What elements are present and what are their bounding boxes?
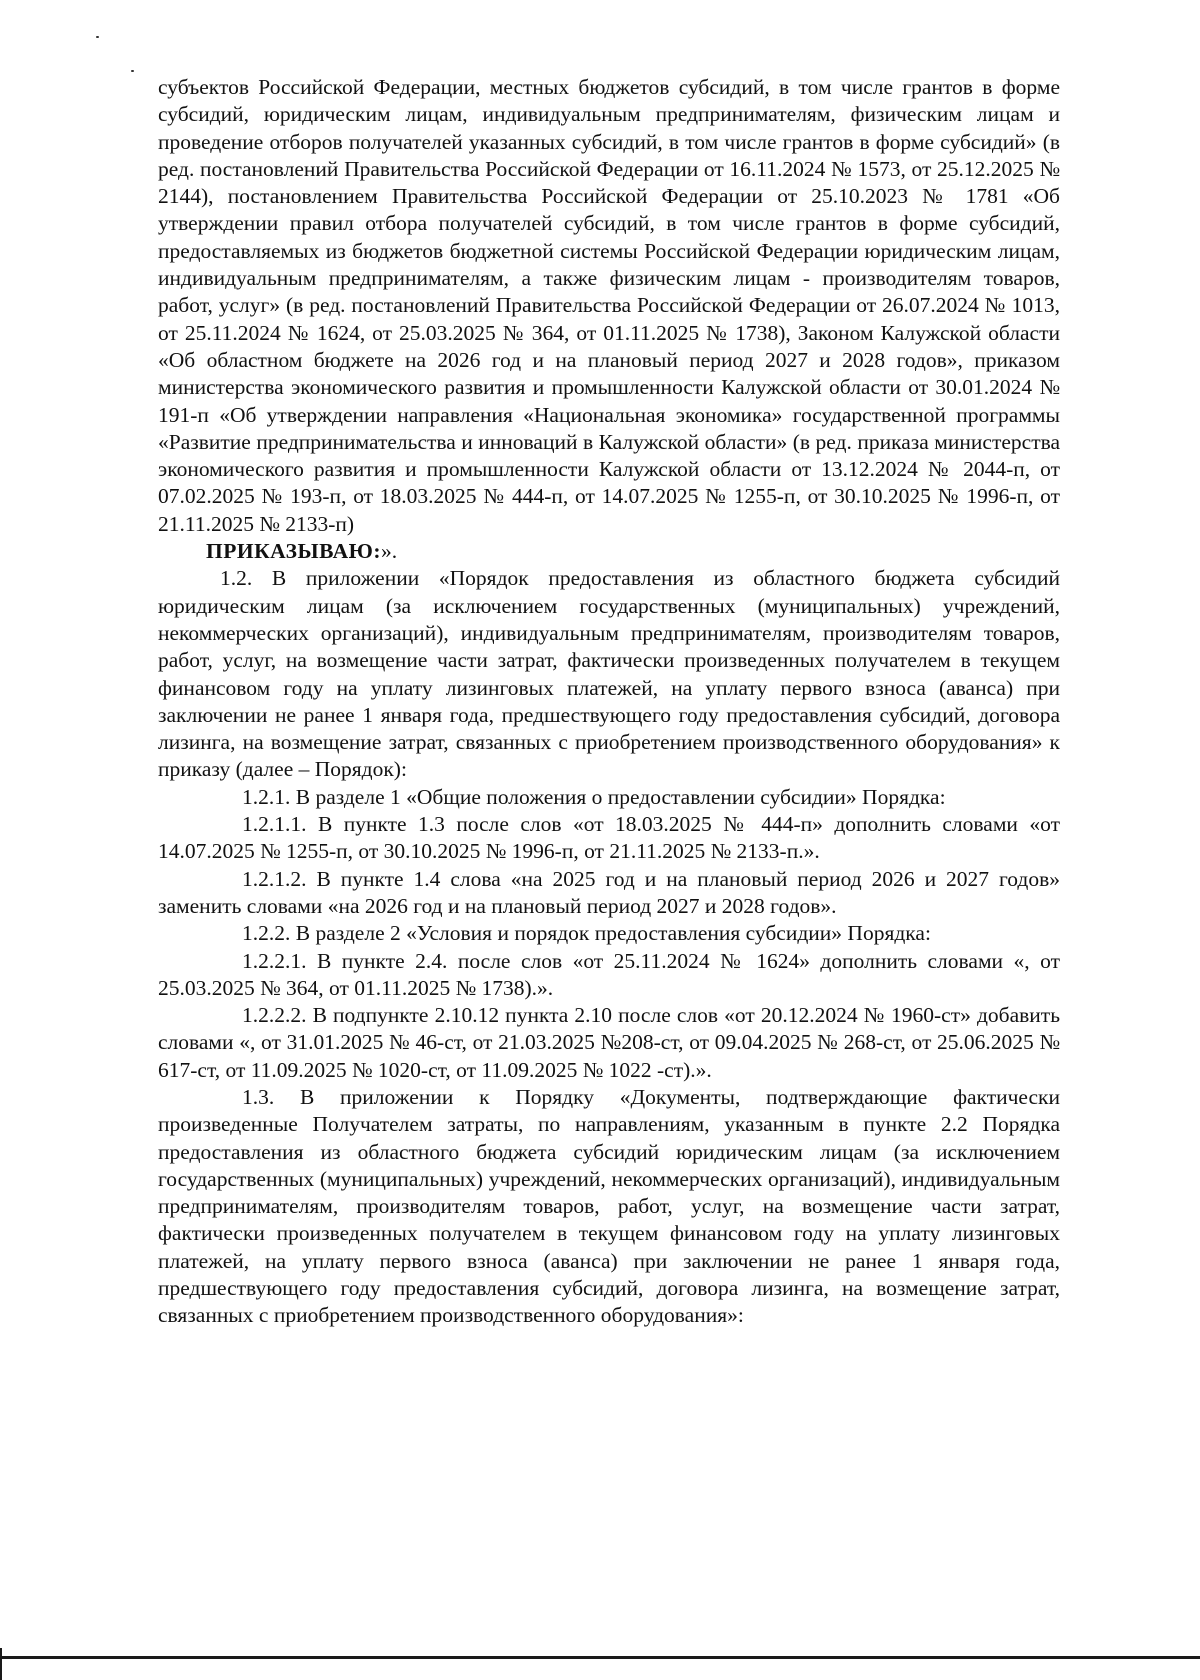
paragraph-order	[158, 538, 1060, 565]
paragraph-continuation: субъектов Российской Федерации, местных бюджетов субсидий, в том числе грантов в форме субсидий, юридическим лицам, индивидуальным предпринимателям, физическим лицам и проведение отборов получателей указанных субсидий, в том числе грантов в форме субсидий» (в ред. постановлений Правительства Российской Федерации от 16.11.2024 № 1573, от 25.12.2025 № 2144), постановлением Правительства Российской Федерации от 25.10.2023 № 1781 «Об утверждении правил отбора получателей субсидий, в том числе грантов в форме субсидий, предоставляемых из бюджетов бюджетной системы Российской Федерации юридическим лицам, индивидуальным предпринимателям, а также физическим лицам - производителям товаров, работ, услуг» (в ред. постановлений Правительства Российской Федерации от 26.07.2024 № 1013, от 25.11.2024 № 1624, от 25.03.2025 № 364, от 01.11.2025 № 1738), Законом Калужской области «Об областном бюджете на 2026 год и на плановый период 2027 и 2028 годов», приказом министерства экономического развития и промышленности Калужской области от 30.01.2024 № 191-п «Об утверждении направления «Национальная экономика» государственной программы «Развитие предпринимательства и инноваций в Калужской области» (в ред. приказа министерства экономического развития и промышленности Калужской области от 13.12.2024 № 2044-п, от 07.02.2025 № 193-п, от 18.03.2025 № 444-п, от 14.07.2025 № 1255-п, от 30.10.2025 № 1996-п, от 21.11.2025 № 2133-п)	[158, 75, 1060, 536]
scan-speck	[96, 36, 99, 38]
document-body	[158, 74, 1060, 1330]
paragraph-1-2-1: 1.2.1. В разделе 1 «Общие положения о предоставлении субсидии» Порядка:	[242, 784, 946, 809]
paragraph-1-2-1-1: 1.2.1.1. В пункте 1.3 после слов «от 18.03.2025 № 444-п» дополнить словами «от 14.07.2025 № 1255-п, от 30.10.2025 № 1996-п, от 21.11.2025 № 2133-п.».	[158, 812, 1060, 864]
order-heading: ПРИКАЗЫВАЮ:	[206, 539, 382, 564]
scan-speck	[131, 70, 134, 72]
order-heading-tail: ».	[381, 539, 398, 564]
paragraph-1-2-2: 1.2.2. В разделе 2 «Условия и порядок предоставления субсидии» Порядка:	[242, 921, 931, 946]
paragraph-1-2: 1.2. В приложении «Порядок предоставления из областного бюджета субсидий юридическим лицам (за исключением государственных (муниципальных) учреждений, некоммерческих организаций), индивидуальным предпринимателям, производителям товаров, работ, услуг, на возмещение части затрат, фактически произведенных получателем в текущем финансовом году на уплату лизинговых платежей, на уплату первого взноса (аванса) при заключении не ранее 1 января года, предшествующего году предоставления субсидий, договора лизинга, на возмещение затрат, связанных с приобретением производственного оборудования» к приказу (далее – Порядок):	[158, 566, 1060, 782]
paragraph-1-2-2-1: 1.2.2.1. В пункте 2.4. после слов «от 25.11.2024 № 1624» дополнить словами «, от 25.03.2025 № 364, от 01.11.2025 № 1738).».	[158, 948, 1060, 1000]
paragraph-1-3: 1.3. В приложении к Порядку «Документы, подтверждающие фактически произведенные Получателем затраты, по направлениям, указанным в пункте 2.2 Порядка предоставления из областного бюджета субсидий юридическим лицам (за исключением государственных (муниципальных) учреждений, некоммерческих организаций), индивидуальным предпринимателям, производителям товаров, работ, услуг, на возмещение части затрат, фактически произведенных получателем в текущем финансовом году на уплату лизинговых платежей, на уплату первого взноса (аванса) при заключении не ранее 1 января года, предшествующего году предоставления субсидий, договора лизинга, на возмещение затрат, связанных с приобретением производственного оборудования»:	[158, 1084, 1060, 1328]
scan-bottom-border	[0, 1656, 1200, 1659]
paragraph-1-2-1-2: 1.2.1.2. В пункте 1.4 слова «на 2025 год и на плановый период 2026 и 2027 годов» заменить словами «на 2026 год и на плановый период 2027 и 2028 годов».	[158, 866, 1060, 918]
paragraph-1-2-2-2: 1.2.2.2. В подпункте 2.10.12 пункта 2.10 после слов «от 20.12.2024 № 1960-ст» добавить словами «, от 31.01.2025 № 46-ст, от 21.03.2025 №208-ст, от 09.04.2025 № 268-ст, от 25.06.2025 № 617-ст, от 11.09.2025 № 1020-ст, от 11.09.2025 № 1022 -ст).».	[158, 1003, 1060, 1082]
scan-left-edge	[0, 1648, 2, 1680]
